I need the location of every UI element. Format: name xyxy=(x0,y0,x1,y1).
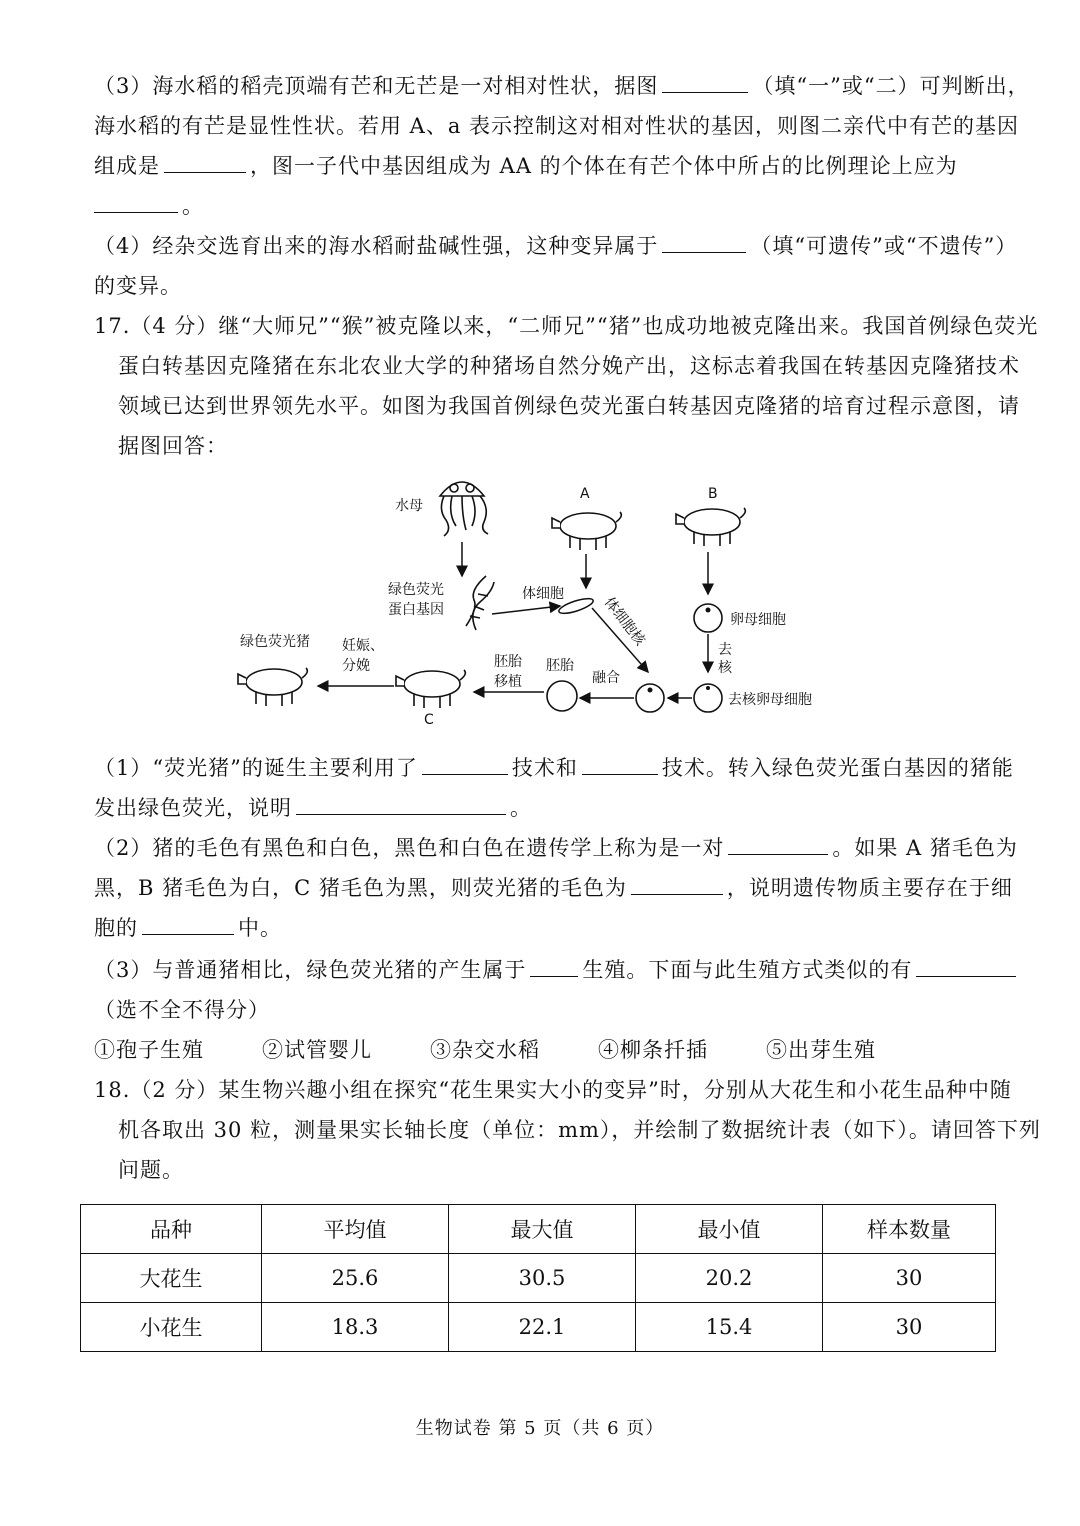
label-embryo: 胚胎 xyxy=(546,658,574,674)
glowing-pig-icon xyxy=(238,668,307,706)
option-3: ③杂交水稻 xyxy=(430,1038,540,1062)
table-cell: 30 xyxy=(823,1303,996,1352)
label-gfp-gene-2: 蛋白基因 xyxy=(388,602,444,618)
q17-intro-line1: 17.（4 分）继“大师兄”“猴”被克隆以来，“二师兄”“猪”也成功地被克隆出来。我国首例绿色荧光 xyxy=(94,314,1039,338)
q16-4-line1: （4）经杂交选育出来的海水稻耐盐碱性强，这种变异属于 （填“可遗传”或“不遗传”） xyxy=(94,226,1017,266)
label-gfp-gene-1: 绿色荧光 xyxy=(388,582,444,598)
table-header: 平均值 xyxy=(262,1205,449,1254)
q17-3-line2: （选不全不得分） xyxy=(94,998,270,1022)
table-header-row xyxy=(81,1205,996,1254)
table-cell: 30.5 xyxy=(449,1254,636,1303)
q17-3-options xyxy=(94,1030,934,1070)
label-enucleate-1: 去 xyxy=(718,642,732,658)
table-header: 最小值 xyxy=(636,1205,823,1254)
answer-blank[interactable] xyxy=(728,832,828,855)
answer-blank[interactable] xyxy=(916,954,1016,977)
q18-line2: 机各取出 30 粒，测量果实长轴长度（单位：mm），并绘制了数据统计表（如下）。请回答下列 xyxy=(118,1118,1041,1142)
table-header: 样本数量 xyxy=(823,1205,996,1254)
q17-intro-line3: 领域已达到世界领先水平。如图为我国首例绿色荧光蛋白转基因克隆猪的培育过程示意图，请 xyxy=(118,394,1020,418)
answer-blank[interactable] xyxy=(422,752,508,775)
q16-3-line3: 组成是 ，图一子代中基因组成为 AA 的个体在有芒个体中所占的比例理论上应为 xyxy=(94,146,958,186)
answer-blank[interactable] xyxy=(631,872,723,895)
label-pig-b: B xyxy=(708,486,718,502)
table-row xyxy=(81,1254,996,1303)
label-jellyfish: 水母 xyxy=(395,498,423,514)
table-cell: 22.1 xyxy=(449,1303,636,1352)
q17-2-line1: （2）猪的毛色有黑色和白色，黑色和白色在遗传学上称为是一对 。如果 A 猪毛色为 xyxy=(94,828,1018,868)
answer-blank[interactable] xyxy=(94,190,178,213)
label-oocyte: 卵母细胞 xyxy=(730,612,786,628)
label-pregnancy-1: 妊娠、 xyxy=(342,638,384,654)
q18-line3: 问题。 xyxy=(118,1158,184,1182)
answer-blank[interactable] xyxy=(662,230,746,253)
answer-blank[interactable] xyxy=(164,150,246,173)
table-cell: 大花生 xyxy=(81,1254,262,1303)
answer-blank[interactable] xyxy=(296,792,506,815)
embryo-shape xyxy=(547,681,577,711)
cloning-diagram-svg xyxy=(230,470,850,730)
q17-2-line3: 胞的 中。 xyxy=(94,908,282,948)
q16-3-line1: （3）海水稻的稻壳顶端有芒和无芒是一对相对性状，据图 （填“一”或“二）可判断出， xyxy=(94,66,1030,106)
table-header: 最大值 xyxy=(449,1205,636,1254)
answer-blank[interactable] xyxy=(530,954,578,977)
pig-c-icon xyxy=(396,670,465,708)
answer-blank[interactable] xyxy=(142,912,234,935)
table-cell: 30 xyxy=(823,1254,996,1303)
label-enucleate-2: 核 xyxy=(718,660,732,676)
label-pig-a: A xyxy=(580,486,590,502)
label-transfer-2: 移植 xyxy=(494,674,522,690)
table-cell: 15.4 xyxy=(636,1303,823,1352)
page-footer: 生物试卷 第 5 页（共 6 页） xyxy=(415,1418,665,1439)
q17-intro-line4: 据图回答： xyxy=(118,434,228,458)
label-somatic-cell: 体细胞 xyxy=(522,586,564,602)
pig-b-icon xyxy=(676,508,745,546)
label-pig-c: C xyxy=(424,712,434,728)
q17-1-line1: （1）“荧光猪”的诞生主要利用了 技术和 技术。转入绿色荧光蛋白基因的猪能 xyxy=(94,748,1014,788)
q16-3-line4: 。 xyxy=(94,186,204,226)
cloning-diagram xyxy=(230,470,850,730)
pig-a-icon xyxy=(552,512,621,550)
table-cell: 小花生 xyxy=(81,1303,262,1352)
option-4: ④柳条扦插 xyxy=(598,1038,708,1062)
table-row xyxy=(81,1303,996,1352)
table-header: 品种 xyxy=(81,1205,262,1254)
dna-icon xyxy=(466,576,494,630)
answer-blank[interactable] xyxy=(662,70,748,93)
label-fuse: 融合 xyxy=(592,670,620,686)
q17-3-line1: （3）与普通猪相比，绿色荧光猪的产生属于 生殖。下面与此生殖方式类似的有 xyxy=(94,950,1020,990)
peanut-data-table xyxy=(80,1204,996,1352)
jellyfish-icon xyxy=(440,482,488,536)
label-enucleated-oocyte: 去核卵母细胞 xyxy=(728,692,812,708)
option-5: ⑤出芽生殖 xyxy=(766,1038,876,1062)
answer-blank[interactable] xyxy=(582,752,658,775)
q17-2-line2: 黑，B 猪毛色为白，C 猪毛色为黑，则荧光猪的毛色为 ，说明遗传物质主要存在于细 xyxy=(94,868,1013,908)
option-2: ②试管婴儿 xyxy=(262,1038,372,1062)
option-1: ①孢子生殖 xyxy=(94,1038,204,1062)
table-cell: 20.2 xyxy=(636,1254,823,1303)
q16-4-line2: 的变异。 xyxy=(94,274,182,298)
q16-3-line2: 海水稻的有芒是显性性状。若用 A、a 表示控制这对相对性状的基因，则图二亲代中有芒的基因 xyxy=(94,114,1020,138)
q17-intro-line2: 蛋白转基因克隆猪在东北农业大学的种猪场自然分娩产出，这标志着我国在转基因克隆猪技术 xyxy=(118,354,1020,378)
table-cell: 18.3 xyxy=(262,1303,449,1352)
label-transfer-1: 胚胎 xyxy=(494,654,522,670)
label-nucleus: 体细胞核 xyxy=(600,594,648,649)
q17-1-line2: 发出绿色荧光，说明 。 xyxy=(94,788,532,828)
q18-line1: 18.（2 分）某生物兴趣小组在探究“花生果实大小的变异”时，分别从大花生和小花生品种中随 xyxy=(94,1078,1012,1102)
label-glowing-pig: 绿色荧光猪 xyxy=(240,634,310,650)
table-cell: 25.6 xyxy=(262,1254,449,1303)
label-pregnancy-2: 分娩 xyxy=(342,658,370,674)
